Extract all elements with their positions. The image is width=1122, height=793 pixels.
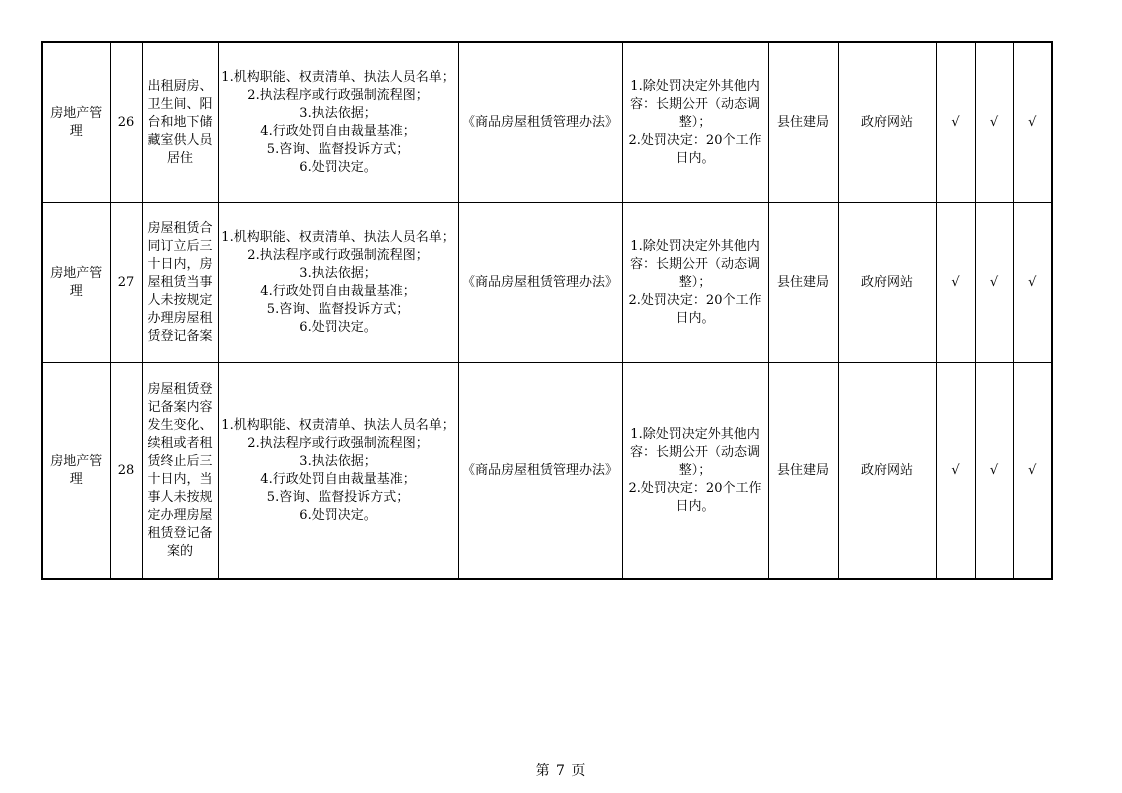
category-cell: 房地产管理 [42,42,110,203]
basis-cell: 《商品房屋租赁管理办法》 [458,363,622,580]
timing-line: 2.处罚决定：20个工作日内。 [628,480,762,514]
timing-line: 2.处罚决定：20个工作日内。 [628,292,762,326]
number-cell: 26 [110,42,142,203]
basis-cell: 《商品房屋租赁管理办法》 [458,42,622,203]
content-line: 6.处罚决定。 [299,319,377,335]
page-number: 第 7 页 [535,763,587,779]
content-cell [218,363,458,580]
table-row [42,42,1052,203]
number-cell: 28 [110,363,142,580]
content-line: 4.行政处罚自由裁量基准； [260,123,416,139]
timing-cell [622,203,768,363]
subject-cell: 县住建局 [768,203,838,363]
content-line: 1.机构职能、权责清单、执法人员名单； [221,69,455,85]
check-mark: √ [936,363,975,580]
content-line: 1.机构职能、权责清单、执法人员名单； [221,229,455,245]
timing-line: 2.处罚决定：20个工作日内。 [628,132,762,166]
check-mark: √ [1013,42,1052,203]
table-row [42,203,1052,363]
timing-cell [622,363,768,580]
channel-cell: 政府网站 [838,42,936,203]
table-row [42,363,1052,580]
timing-line: 1.除处罚决定外其他内容：长期公开（动态调整）； [629,238,760,290]
content-line: 6.处罚决定。 [299,507,377,523]
category-cell: 房地产管理 [42,203,110,363]
matter-cell: 房屋租赁登记备案内容发生变化、续租或者租赁终止后三十日内，当事人未按规定办理房屋租赁登记备案的 [142,363,218,580]
content-line: 6.处罚决定。 [299,159,377,175]
content-line: 4.行政处罚自由裁量基准； [260,283,416,299]
content-line: 5.咨询、监督投诉方式； [266,141,410,157]
subject-cell: 县住建局 [768,42,838,203]
timing-line: 1.除处罚决定外其他内容：长期公开（动态调整）； [629,426,760,478]
content-line: 2.执法程序或行政强制流程图； [247,435,429,451]
content-line: 2.执法程序或行政强制流程图； [247,87,429,103]
content-line: 2.执法程序或行政强制流程图； [247,247,429,263]
category-cell: 房地产管理 [42,363,110,580]
timing-line: 1.除处罚决定外其他内容：长期公开（动态调整）； [629,78,760,130]
basis-cell: 《商品房屋租赁管理办法》 [458,203,622,363]
content-line: 4.行政处罚自由裁量基准； [260,471,416,487]
content-line: 3.执法依据； [299,105,377,121]
channel-cell: 政府网站 [838,363,936,580]
disclosure-table [41,41,1053,580]
check-mark: √ [1013,203,1052,363]
subject-cell: 县住建局 [768,363,838,580]
channel-cell: 政府网站 [838,203,936,363]
check-mark: √ [936,203,975,363]
content-cell [218,42,458,203]
check-mark: √ [936,42,975,203]
content-line: 3.执法依据； [299,453,377,469]
content-line: 5.咨询、监督投诉方式； [266,489,410,505]
matter-cell: 房屋租赁合同订立后三十日内，房屋租赁当事人未按规定办理房屋租赁登记备案 [142,203,218,363]
matter-cell: 出租厨房、卫生间、阳台和地下储藏室供人员居住 [142,42,218,203]
content-line: 5.咨询、监督投诉方式； [266,301,410,317]
check-mark: √ [975,203,1013,363]
check-mark: √ [975,363,1013,580]
content-cell [218,203,458,363]
timing-cell [622,42,768,203]
content-line: 3.执法依据； [299,265,377,281]
check-mark: √ [1013,363,1052,580]
check-mark: √ [975,42,1013,203]
number-cell: 27 [110,203,142,363]
content-line: 1.机构职能、权责清单、执法人员名单； [221,417,455,433]
